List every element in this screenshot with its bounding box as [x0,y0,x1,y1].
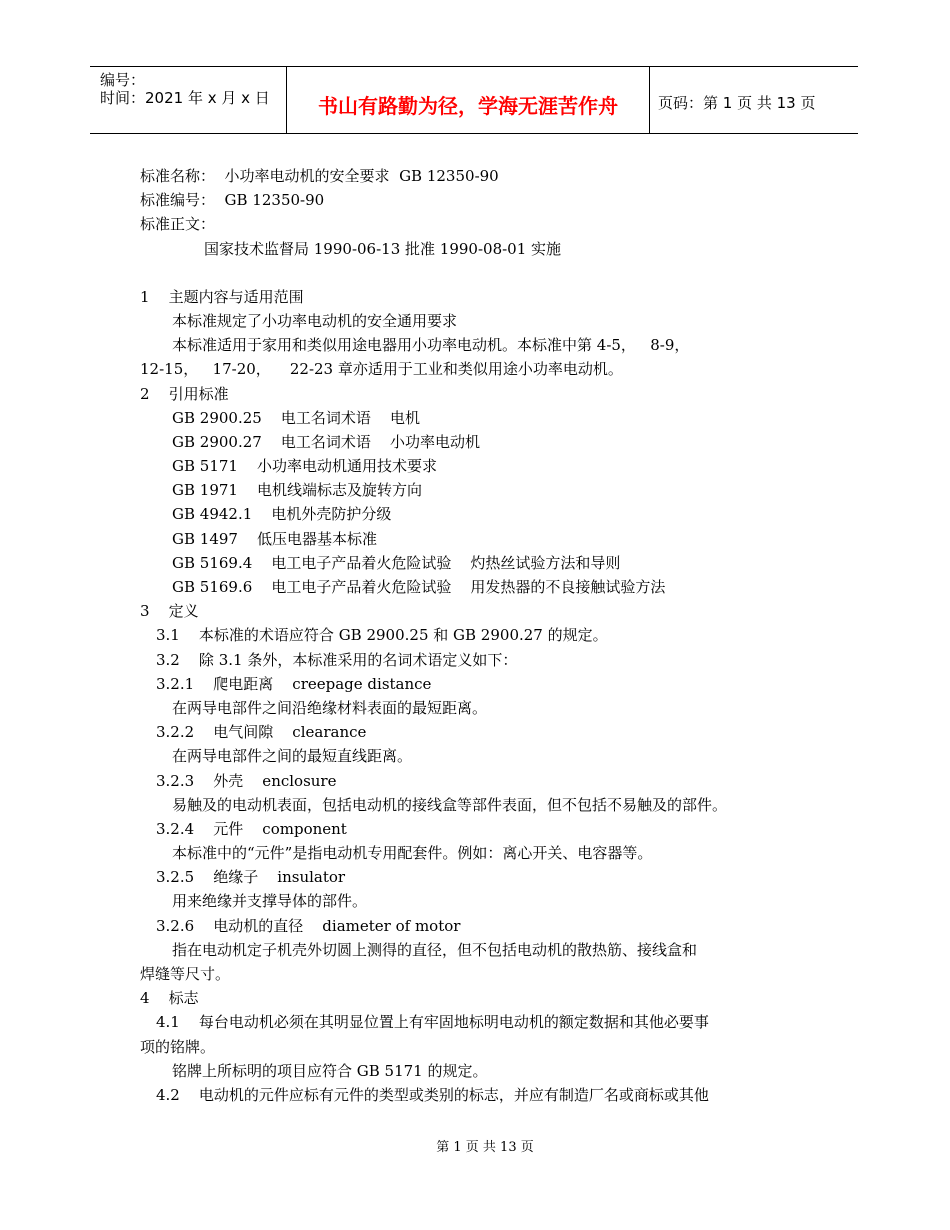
page-footer [0,1136,950,1155]
text-line: 用来绝缘并支撑导体的部件。 [172,892,368,911]
text-line: 3.2.1 爬电距离 creepage distance [156,674,432,693]
text-line: 3.2.4 元件 component [156,819,347,838]
text-line: 焊缝等尺寸。 [140,965,231,983]
text-line: 项的铭牌。 [140,1037,216,1056]
text-line: GB 4942.1 电机外壳防护分级 [172,505,392,524]
text-line: 本标准规定了小功率电动机的安全通用要求 [172,311,458,330]
text-line: 指在电动机定子机壳外切圆上测得的直径，但不包括电动机的散热筋、接线盒和 [172,940,698,959]
page-header [90,66,858,134]
document-body [140,164,780,1107]
text-line: 1 主题内容与适用范围 [140,287,304,306]
text-line: 3.2.3 外壳 enclosure [156,771,337,790]
blank-line [140,261,780,285]
text-line: 2 引用标准 [140,384,229,403]
text-line: 在两导电部件之间沿绝缘材料表面的最短距离。 [172,698,488,717]
text-line: 3.2.2 电气间隙 clearance [156,723,367,742]
footer-page-label: 第 1 页 共 13 页 [436,1140,534,1155]
header-meta-cell [90,67,287,133]
text-line: 铭牌上所标明的项目应符合 GB 5171 的规定。 [172,1061,488,1080]
document-number-label: 编号： [100,71,146,89]
document-date-label: 时间：2021 年 x 月 x 日 [100,89,270,107]
text-line: 本标准中的“元件”是指电动机专用配套件。例如：离心开关、电容器等。 [172,844,653,863]
text-line: GB 5169.4 电工电子产品着火危险试验 灼热丝试验方法和导则 [172,553,621,572]
header-page-cell [650,67,858,133]
text-line: 易触及的电动机表面，包括电动机的接线盒等部件表面，但不包括不易触及的部件。 [172,795,728,814]
text-line: 4 标志 [140,989,199,1008]
header-motto-cell [287,67,650,133]
text-line: 3.2.5 绝缘子 insulator [156,868,346,887]
header-motto: 书山有路勤为径，学海无涯苦作舟 [318,94,618,118]
text-line: 4.1 每台电动机必须在其明显位置上有牢固地标明电动机的额定数据和其他必要事 [156,1013,709,1032]
text-line: 标准正文： [140,215,216,234]
text-line: 3.2.6 电动机的直径 diameter of motor [156,916,461,935]
text-line: 国家技术监督局 1990-06-13 批准 1990-08-01 实施 [204,239,562,258]
text-line: 12-15， 17-20， 22-23 章亦适用于工业和类似用途小功率电动机。 [140,360,623,379]
text-line: 3 定义 [140,602,199,621]
text-line: GB 2900.25 电工名词术语 电机 [172,408,420,427]
text-line: GB 2900.27 电工名词术语 小功率电动机 [172,432,480,451]
text-line: 本标准适用于家用和类似用途电器用小功率电动机。本标准中第 4-5， 8-9， [172,336,690,355]
text-line: GB 5171 小功率电动机通用技术要求 [172,457,438,476]
text-line: 3.2 除 3.1 条外，本标准采用的名词术语定义如下： [156,650,518,669]
text-line: GB 1971 电机线端标志及旋转方向 [172,481,423,500]
header-page-info: 页码：第 1 页 共 13 页 [658,94,816,112]
text-line: 4.2 电动机的元件应标有元件的类型或类别的标志，并应有制造厂名或商标或其他 [156,1085,709,1104]
text-line: 3.1 本标准的术语应符合 GB 2900.25 和 GB 2900.27 的规定。 [156,626,608,645]
text-line: GB 1497 低压电器基本标准 [172,529,378,548]
text-line: 在两导电部件之间的最短直线距离。 [172,747,413,766]
text-line: 标准名称： 小功率电动机的安全要求 GB 12350-90 [140,167,499,185]
text-line: 标准编号： GB 12350-90 [140,191,325,210]
text-line: GB 5169.6 电工电子产品着火危险试验 用发热器的不良接触试验方法 [172,578,666,596]
